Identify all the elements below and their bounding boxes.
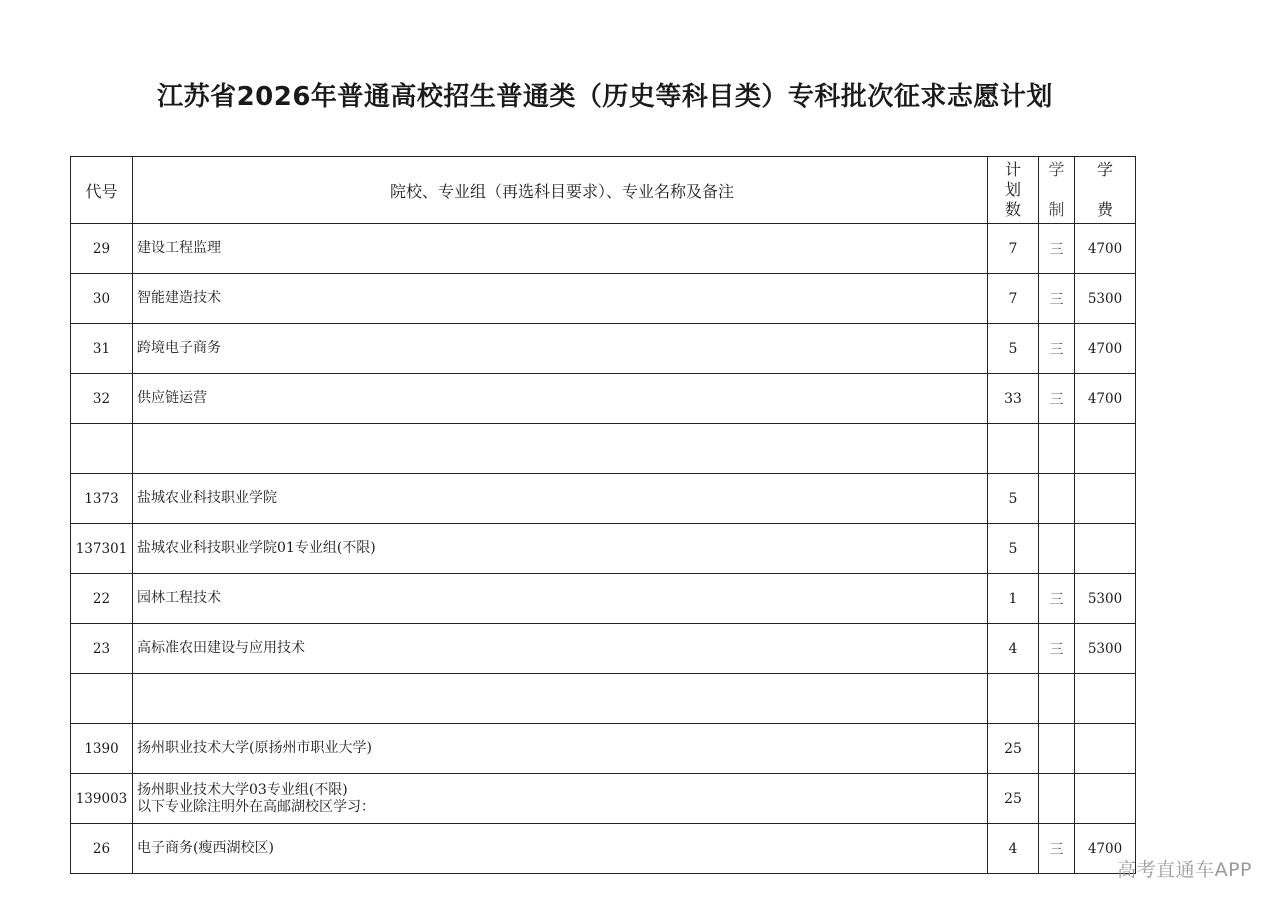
cell-fee: 4700 [1075,824,1136,874]
cell-plan: 33 [988,374,1039,424]
cell-code: 29 [71,224,133,274]
cell-name-line: 以下专业除注明外在高邮湖校区学习： [137,798,375,815]
enrollment-plan-table [70,156,1136,874]
cell-plan [988,674,1039,724]
table-row [71,824,1136,874]
table-row [71,674,1136,724]
watermark-text: 高考直通车APP [1117,859,1252,881]
table-row [71,424,1136,474]
cell-fee: 4700 [1075,324,1136,374]
cell-years [1039,524,1075,574]
cell-plan: 4 [988,824,1039,874]
cell-name [133,724,988,774]
cell-name [133,674,988,724]
cell-years [1039,774,1075,824]
cell-code: 1390 [71,724,133,774]
header-years-char: 制 [1048,200,1065,219]
cell-name-line: 盐城农业科技职业学院01专业组(不限) [137,540,376,556]
table-row [71,474,1136,524]
cell-code: 31 [71,324,133,374]
cell-years [1039,724,1075,774]
table-row [71,774,1136,824]
header-name: 院校、专业组（再选科目要求）、专业名称及备注 [133,157,988,224]
cell-name [133,624,988,674]
table-row [71,524,1136,574]
cell-years [1039,474,1075,524]
cell-code: 30 [71,274,133,324]
cell-years: 三 [1039,374,1075,424]
page-title: 江苏省2026年普通高校招生普通类（历史等科目类）专科批次征求志愿计划 [157,82,1053,112]
cell-name [133,274,988,324]
table-row [71,574,1136,624]
cell-plan: 25 [988,774,1039,824]
cell-fee [1075,424,1136,474]
cell-fee: 5300 [1075,624,1136,674]
header-fee-char: 费 [1096,200,1113,219]
header-plan-char: 数 [1004,200,1021,219]
cell-name [133,424,988,474]
cell-name-line: 电子商务(瘦西湖校区) [137,840,274,856]
cell-fee: 5300 [1075,274,1136,324]
header-plan-char: 计 [1004,160,1021,179]
table-row [71,624,1136,674]
header-years [1039,157,1075,224]
cell-years: 三 [1039,224,1075,274]
cell-name-line: 建设工程监理 [137,240,221,256]
header-plan [988,157,1039,224]
cell-name [133,474,988,524]
cell-years: 三 [1039,324,1075,374]
header-fee [1075,157,1136,224]
cell-years: 三 [1039,274,1075,324]
cell-plan: 7 [988,274,1039,324]
cell-code: 139003 [71,774,133,824]
table-row [71,374,1136,424]
cell-plan: 4 [988,624,1039,674]
cell-code: 1373 [71,474,133,524]
cell-fee [1075,774,1136,824]
cell-name-line: 扬州职业技术大学03专业组(不限) [137,781,348,798]
cell-plan [988,424,1039,474]
table-row [71,274,1136,324]
cell-name-line: 跨境电子商务 [137,340,221,356]
cell-plan: 5 [988,324,1039,374]
cell-years: 三 [1039,824,1075,874]
cell-years: 三 [1039,574,1075,624]
header-code: 代号 [71,157,133,224]
cell-code: 32 [71,374,133,424]
cell-name-line: 盐城农业科技职业学院 [137,490,277,506]
cell-code: 22 [71,574,133,624]
cell-plan: 5 [988,474,1039,524]
cell-plan: 5 [988,524,1039,574]
table-row [71,324,1136,374]
header-years-char: 学 [1048,160,1065,179]
cell-name [133,224,988,274]
cell-years [1039,674,1075,724]
cell-fee: 5300 [1075,574,1136,624]
cell-name-line: 扬州职业技术大学(原扬州市职业大学) [137,740,372,756]
cell-plan: 1 [988,574,1039,624]
cell-name-line: 高标准农田建设与应用技术 [137,640,305,656]
table-header-row [71,157,1136,224]
cell-name [133,824,988,874]
cell-name [133,324,988,374]
cell-years [1039,424,1075,474]
cell-name [133,574,988,624]
cell-name [133,374,988,424]
cell-fee [1075,474,1136,524]
cell-plan: 7 [988,224,1039,274]
cell-name-line: 智能建造技术 [137,290,221,306]
cell-fee: 4700 [1075,374,1136,424]
cell-code: 137301 [71,524,133,574]
table-row [71,724,1136,774]
cell-code: 23 [71,624,133,674]
cell-fee [1075,674,1136,724]
cell-name-line: 园林工程技术 [137,590,221,606]
cell-name [133,774,988,824]
header-plan-char: 划 [1004,180,1021,199]
cell-code [71,674,133,724]
cell-fee [1075,524,1136,574]
table-row [71,224,1136,274]
cell-name [133,524,988,574]
cell-years: 三 [1039,624,1075,674]
cell-plan: 25 [988,724,1039,774]
cell-fee: 4700 [1075,224,1136,274]
cell-name-line: 供应链运营 [137,390,207,406]
cell-code: 26 [71,824,133,874]
cell-fee [1075,724,1136,774]
cell-code [71,424,133,474]
header-fee-char: 学 [1096,160,1113,179]
